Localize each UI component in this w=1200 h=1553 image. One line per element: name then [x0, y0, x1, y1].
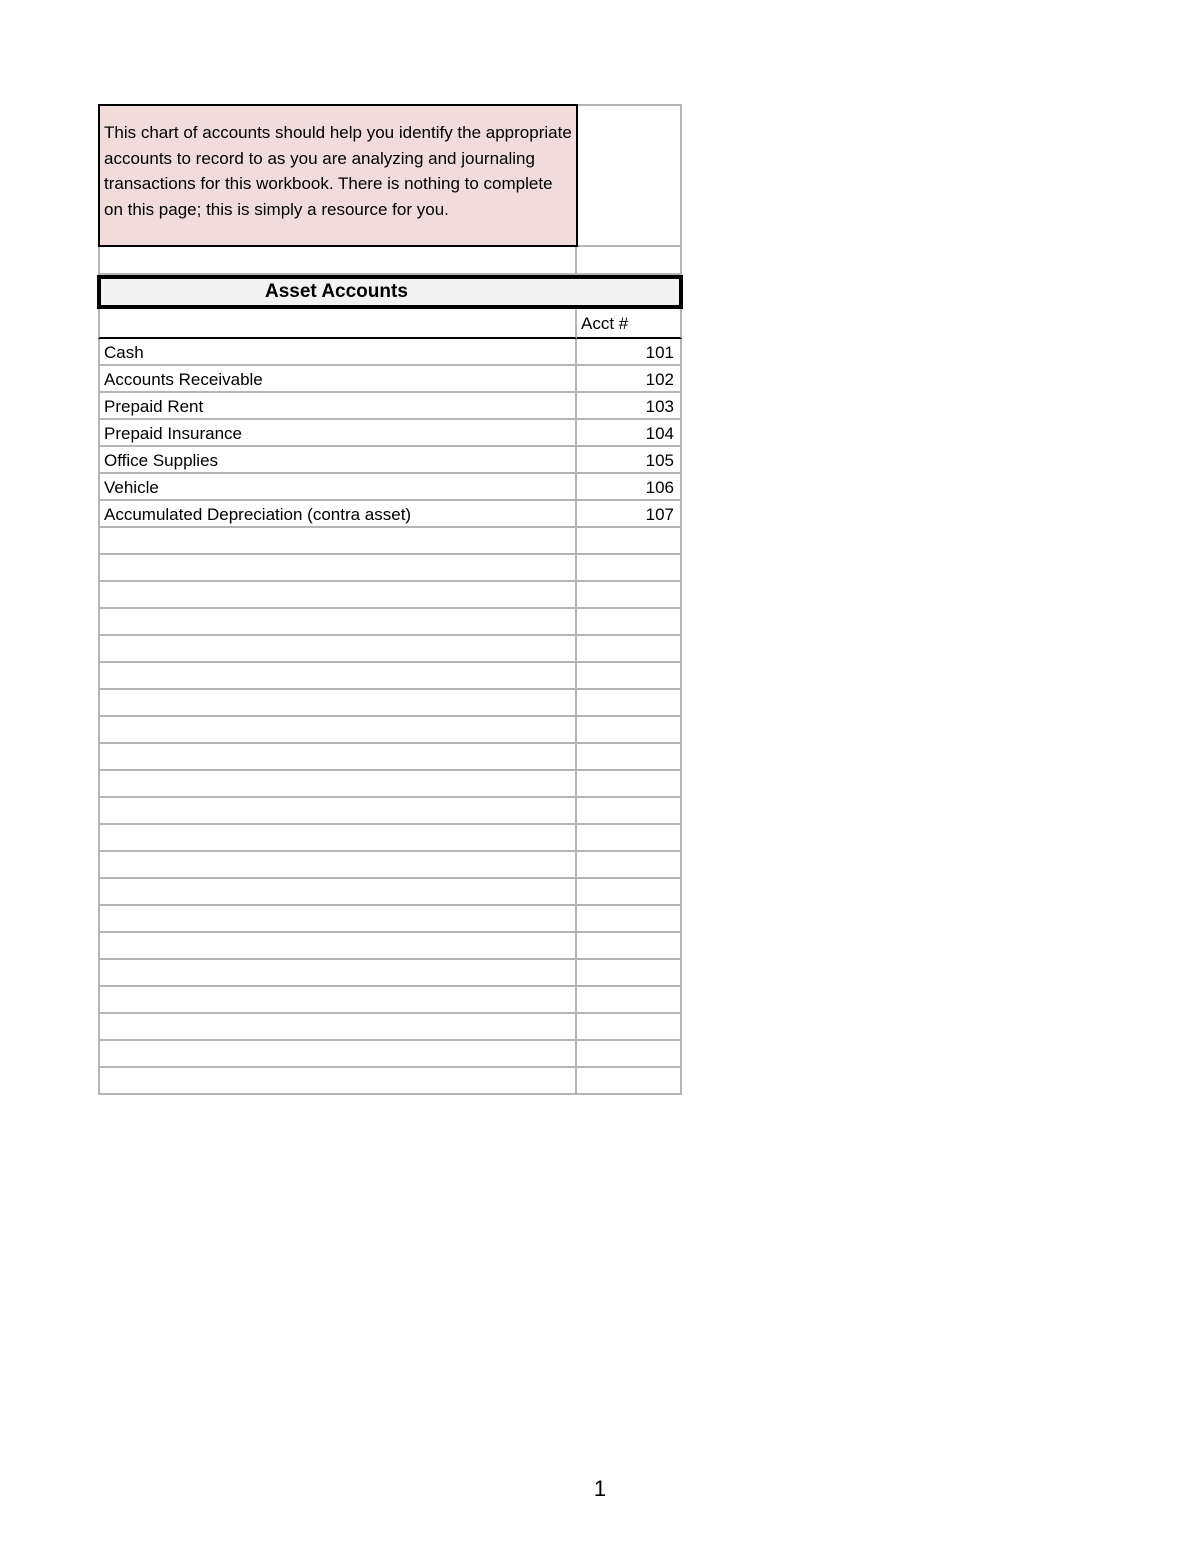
table-row [98, 366, 682, 393]
empty-cell-name[interactable] [98, 1041, 577, 1068]
account-number-cell[interactable]: 106 [577, 474, 682, 501]
empty-cell-name[interactable] [98, 663, 577, 690]
chart-of-accounts-sheet [98, 104, 682, 1095]
empty-row [98, 663, 682, 690]
account-name-cell[interactable]: Prepaid Insurance [98, 420, 577, 447]
empty-cell-number[interactable] [577, 744, 682, 771]
spacer-row [98, 247, 682, 275]
instruction-note: This chart of accounts should help you identify the appropriate accounts to record to as you are analyzing and journaling transactions for this workbook. There is nothing to complete on this page; this is simply a resource for you. [98, 104, 578, 247]
empty-row [98, 771, 682, 798]
empty-cell-number[interactable] [577, 852, 682, 879]
empty-cell-number[interactable] [577, 987, 682, 1014]
empty-cell-number[interactable] [577, 879, 682, 906]
empty-row [98, 906, 682, 933]
empty-row [98, 987, 682, 1014]
empty-cell-name[interactable] [98, 825, 577, 852]
account-number-cell[interactable]: 103 [577, 393, 682, 420]
empty-cell-name[interactable] [98, 690, 577, 717]
empty-cell-number[interactable] [577, 1014, 682, 1041]
column-header-name [98, 309, 577, 339]
empty-cell-number[interactable] [577, 636, 682, 663]
empty-cell-number[interactable] [577, 825, 682, 852]
empty-cell-number[interactable] [577, 582, 682, 609]
account-name-cell[interactable]: Prepaid Rent [98, 393, 577, 420]
account-number-cell[interactable]: 101 [577, 339, 682, 366]
page-number: 1 [593, 1476, 607, 1501]
empty-cell-name[interactable] [98, 1014, 577, 1041]
empty-row [98, 825, 682, 852]
spacer-cell-name[interactable] [98, 247, 577, 275]
account-number-cell[interactable]: 102 [577, 366, 682, 393]
empty-cell-name[interactable] [98, 636, 577, 663]
table-row [98, 474, 682, 501]
empty-row [98, 798, 682, 825]
empty-row [98, 879, 682, 906]
empty-cell-number[interactable] [577, 771, 682, 798]
account-name-cell[interactable]: Accounts Receivable [98, 366, 577, 393]
empty-row [98, 960, 682, 987]
empty-cell-number[interactable] [577, 1068, 682, 1095]
empty-row [98, 609, 682, 636]
empty-row [98, 1014, 682, 1041]
account-name-cell[interactable]: Vehicle [98, 474, 577, 501]
empty-row [98, 555, 682, 582]
empty-cell-number[interactable] [577, 528, 682, 555]
empty-cell-number[interactable] [577, 609, 682, 636]
account-number-cell[interactable]: 107 [577, 501, 682, 528]
empty-cell-name[interactable] [98, 771, 577, 798]
account-name-cell[interactable]: Cash [98, 339, 577, 366]
empty-cell-name[interactable] [98, 582, 577, 609]
account-number-cell[interactable]: 104 [577, 420, 682, 447]
account-number-cell[interactable]: 105 [577, 447, 682, 474]
empty-row [98, 1041, 682, 1068]
empty-row [98, 744, 682, 771]
table-row [98, 447, 682, 474]
empty-row [98, 582, 682, 609]
empty-cell-number[interactable] [577, 906, 682, 933]
empty-cell-name[interactable] [98, 609, 577, 636]
empty-cell-number[interactable] [577, 798, 682, 825]
table-row [98, 339, 682, 366]
empty-row [98, 852, 682, 879]
column-header-number: Acct # [577, 309, 682, 339]
empty-cell-name[interactable] [98, 960, 577, 987]
account-name-cell[interactable]: Accumulated Depreciation (contra asset) [98, 501, 577, 528]
empty-cell-number[interactable] [577, 1041, 682, 1068]
table-row [98, 420, 682, 447]
empty-cell-name[interactable] [98, 933, 577, 960]
account-name-cell[interactable]: Office Supplies [98, 447, 577, 474]
empty-row [98, 636, 682, 663]
empty-row [98, 690, 682, 717]
empty-cell-name[interactable] [98, 852, 577, 879]
account-list [98, 339, 682, 1095]
table-row [98, 393, 682, 420]
empty-cell-name[interactable] [98, 555, 577, 582]
empty-row [98, 1068, 682, 1095]
section-title: Asset Accounts [97, 275, 683, 309]
empty-cell-name[interactable] [98, 906, 577, 933]
empty-cell-number[interactable] [577, 933, 682, 960]
empty-row [98, 717, 682, 744]
empty-cell-name[interactable] [98, 798, 577, 825]
empty-cell-number[interactable] [577, 555, 682, 582]
spacer-cell-number[interactable] [577, 247, 682, 275]
empty-cell-name[interactable] [98, 528, 577, 555]
empty-cell-number[interactable] [577, 717, 682, 744]
note-row [98, 104, 682, 247]
note-side-cell[interactable] [578, 104, 682, 247]
table-row [98, 501, 682, 528]
empty-cell-name[interactable] [98, 987, 577, 1014]
empty-row [98, 933, 682, 960]
empty-cell-number[interactable] [577, 663, 682, 690]
empty-cell-number[interactable] [577, 960, 682, 987]
column-header-row [98, 309, 682, 339]
empty-cell-number[interactable] [577, 690, 682, 717]
empty-cell-name[interactable] [98, 717, 577, 744]
empty-cell-name[interactable] [98, 744, 577, 771]
empty-row [98, 528, 682, 555]
empty-cell-name[interactable] [98, 1068, 577, 1095]
empty-cell-name[interactable] [98, 879, 577, 906]
